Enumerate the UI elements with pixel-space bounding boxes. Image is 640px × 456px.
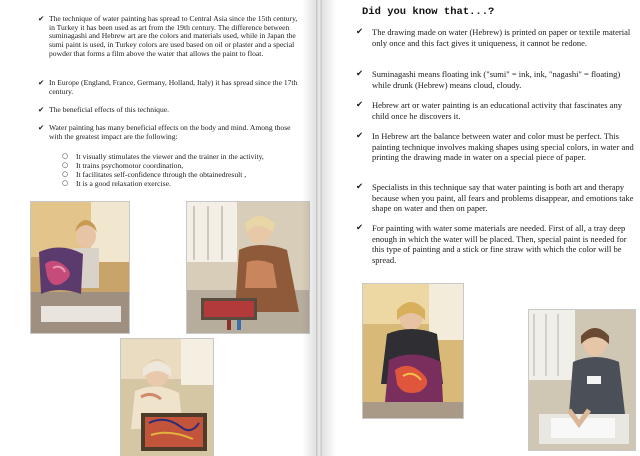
left-bullet-4: ✔ Water painting has many beneficial effects on the body and mind. Among those with the greatest impact are the following: (38, 123, 291, 141)
checkmark-icon: ✔ (38, 14, 45, 23)
right-bullet-3: ✔ Hebrew art or water painting is an educational activity that fascinates any child once he discovers it. (356, 100, 622, 121)
checkmark-icon: ✔ (356, 100, 364, 110)
right-bullet-2: ✔ Suminagashi means floating ink ("sumi" = ink, ink, "nagashi" = floating) while drunk (Hebrew) means cloud, cloudy. (356, 69, 621, 90)
sub-item-3: ○ It facilitates self-confidence through the obtainedresult , (62, 170, 247, 179)
right-bullet-5: ✔ Specialists in this technique say that water painting is both art and therapy because when you paint, all fears and problems disappear, and emotions take shape on water and then on paper. (356, 182, 634, 214)
right-bullet-4: ✔ In Hebrew art the balance between water and color must be perfect. This painting technique involves making shapes using special colors, in water and printing the drawing made in water on a special piece of paper. (356, 131, 634, 163)
right-bullet-6: ✔ For painting with water some materials are needed. First of all, a tray deep enough in which the water will be placed. Then, special paint is needed for this type of painting and a stick or fine straw with which the color will be spread. (356, 223, 627, 265)
photo-woman-pressing-paper-on-water (528, 309, 636, 451)
left-bullet-2: ✔ In Europe (England, France, Germany, Holland, Italy) it has spread since the 17th century. (38, 78, 298, 96)
left-bullet-3: ✔ The beneficial effects of this technique. (38, 105, 170, 114)
left-bullet-1: ✔ The technique of water painting has spread to Central Asia since the 15th century, in Turkey it has been used as art from the 19th century. The difference between suminagashi and Hebrew art are the colors and materials used, while in Japan the sumi paint is used, in Turkey colors are used based on oil or plaster and a special powder that forms a film above the water that allows the paint to float. (38, 14, 298, 58)
circle-icon: ○ (62, 179, 69, 187)
sub-item-4: ○ It is a good relaxation exercise. (62, 179, 171, 188)
checkmark-icon: ✔ (356, 223, 364, 233)
photo-woman-working-tray (186, 201, 310, 334)
circle-icon: ○ (62, 170, 69, 178)
checkmark-icon: ✔ (356, 131, 364, 141)
checkmark-icon: ✔ (356, 27, 364, 37)
checkmark-icon: ✔ (38, 78, 45, 87)
checkmark-icon: ✔ (356, 182, 364, 192)
circle-icon: ○ (62, 152, 69, 160)
checkmark-icon: ✔ (38, 105, 45, 114)
right-page (322, 0, 640, 456)
photo-woman-painting-in-tray (120, 338, 214, 456)
page-shadow (322, 0, 336, 456)
right-bullet-1: ✔ The drawing made on water (Hebrew) is printed on paper or textile material only once and this fact gives it uniqueness, it cannot be redone. (356, 27, 631, 48)
page-heading: Did you know that...? (362, 6, 495, 18)
sub-item-2: ○ It trains psychomotor coordination, (62, 161, 184, 170)
circle-icon: ○ (62, 161, 69, 169)
left-page (0, 0, 316, 456)
page-shadow (302, 0, 316, 456)
photo-woman-showing-marbled-print (362, 283, 464, 419)
photo-woman-holding-marbled-paper (30, 201, 130, 334)
sub-item-1: ○ It visually stimulates the viewer and the trainer in the activity, (62, 152, 264, 161)
checkmark-icon: ✔ (38, 123, 45, 132)
checkmark-icon: ✔ (356, 69, 364, 79)
